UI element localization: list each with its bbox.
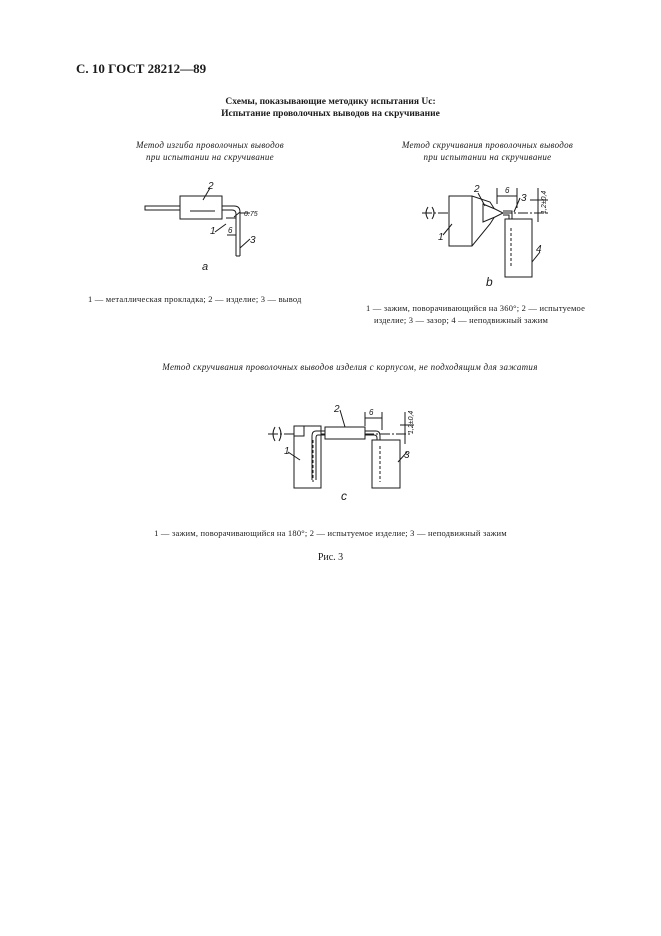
diagram-b-dim-6: 6	[505, 186, 510, 195]
method-b-legend-line2: изделие; 3 — зазор; 4 — неподвижный зажим	[374, 315, 549, 325]
method-b-legend-line1: 1 — зажим, поворачивающийся на 360°; 2 — испытуемое	[366, 303, 586, 313]
method-a-legend: 1 — металлическая прокладка; 2 — изделие; 3 — вывод	[88, 294, 302, 304]
diagram-c-label-3: 3	[404, 450, 410, 461]
diagram-a-label-1: 1	[210, 226, 216, 237]
diagram-c-dim-6: 6	[369, 408, 374, 417]
diagram-b-label-4: 4	[536, 244, 542, 255]
diagram-a-label-2: 2	[208, 181, 214, 192]
diagram-c-letter: c	[341, 489, 347, 503]
diagram-c-dim-gap: 1,2±0,4	[408, 410, 415, 434]
method-c-caption: Метод скручивания проволочных выводов изделия с корпусом, не подходящим для зажатия	[162, 362, 538, 372]
method-b-caption-line1: Метод скручивания проволочных выводов	[401, 140, 574, 150]
method-a-caption-line2: при испытании на скручивание	[146, 152, 274, 162]
figure-caption: Рис. 3	[317, 552, 344, 563]
diagram-a-letter: a	[202, 261, 209, 273]
method-a-caption-line1: Метод изгиба проволочных выводов	[136, 140, 284, 150]
diagram-a-dim-r: 0.75	[244, 211, 258, 218]
diagram-b-label-1: 1	[438, 232, 444, 243]
diagram-c-drawing	[268, 410, 414, 488]
method-b-caption-line2: при испытании на скручивание	[423, 152, 552, 162]
diagram-b-label-2: 2	[474, 184, 480, 195]
diagram-c-label-2: 2	[334, 404, 340, 415]
diagram-a-label-3: 3	[250, 235, 256, 246]
diagram-b-dim-gap: 1,2±0,4	[541, 190, 548, 214]
diagram-b-label-3: 3	[521, 193, 527, 204]
method-c-legend: 1 — зажим, поворачивающийся на 180°; 2 — испытуемое изделие; 3 — неподвижный зажим	[154, 528, 507, 538]
page-header: С. 10 ГОСТ 28212—89	[76, 61, 207, 76]
diagram-c-label-1: 1	[284, 446, 290, 457]
diagram-b-letter: b	[486, 275, 493, 289]
section-title-line1: Схемы, показывающие методику испытания Uc:	[225, 97, 436, 107]
section-title-line2: Испытание проволочных выводов на скручивание	[221, 109, 440, 119]
diagram-a-dim-6: 6	[228, 226, 233, 235]
